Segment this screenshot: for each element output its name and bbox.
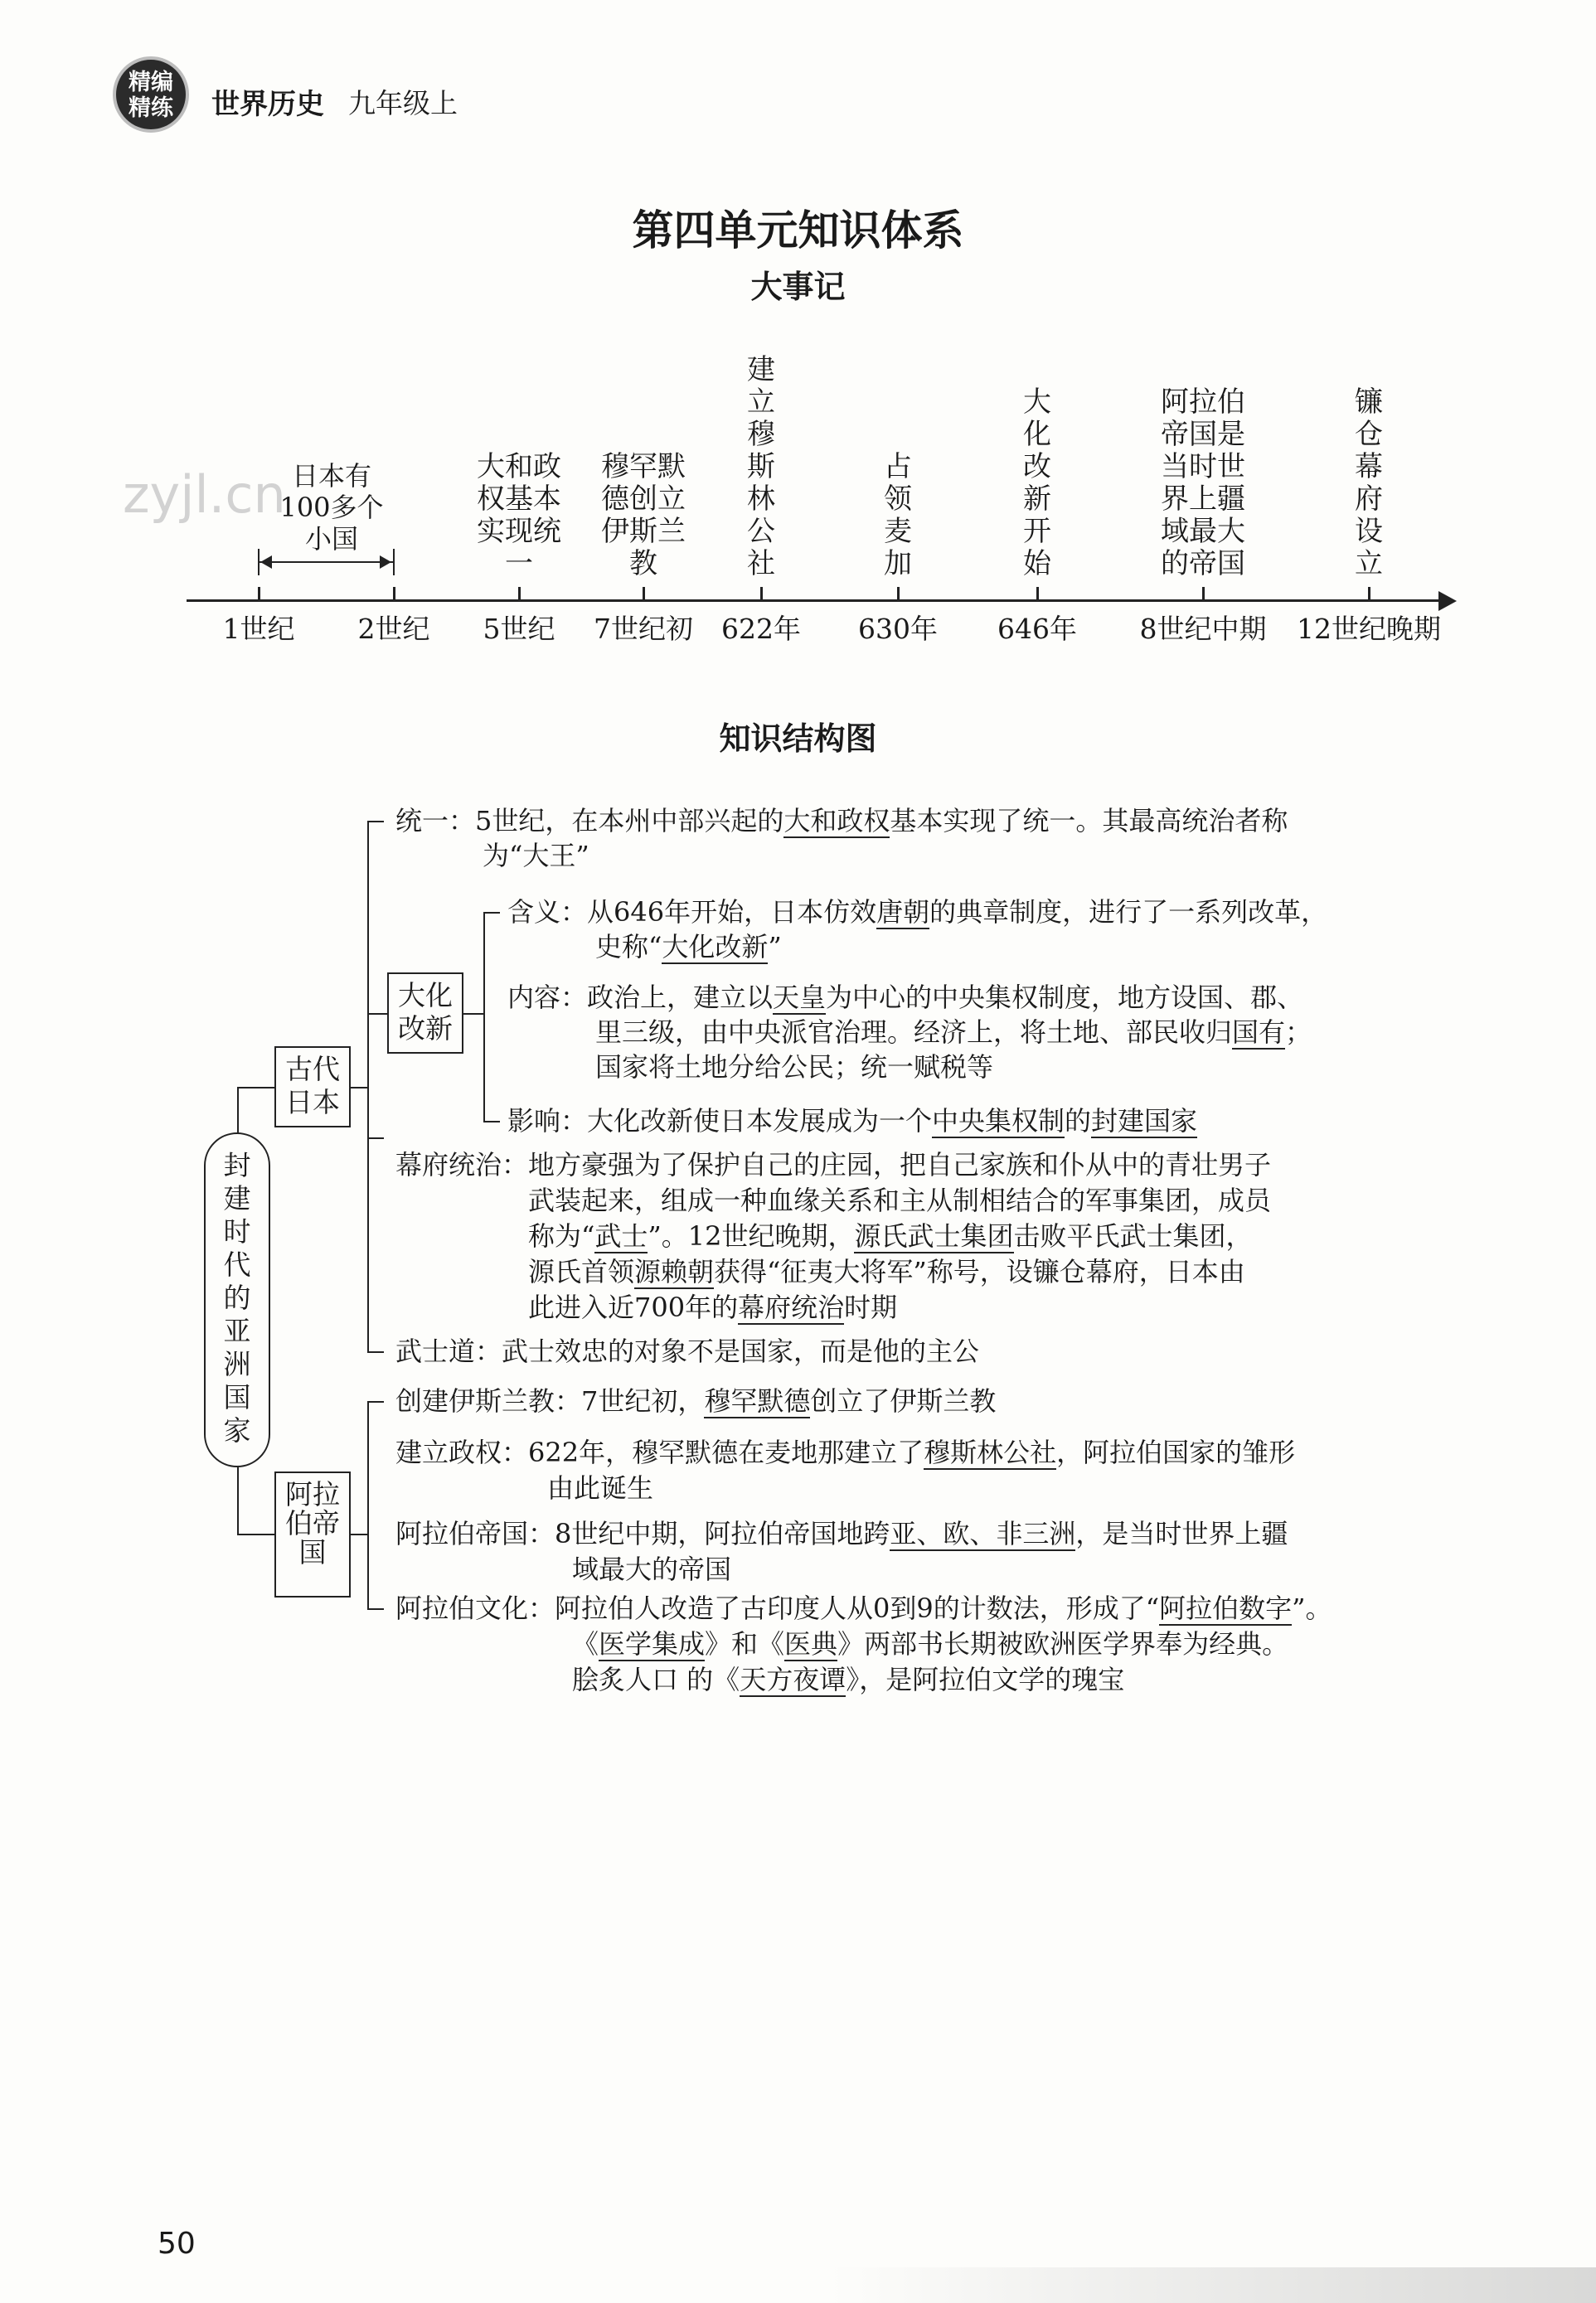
connector (237, 1087, 239, 1133)
taika-topic-box (387, 972, 463, 1054)
taika-meaning-line: 史称“大化改新” (595, 931, 782, 962)
bushido-line: 武士道：武士效忠的对象不是国家，而是他的主公 (395, 1336, 980, 1367)
timeline-tick-label: 7世纪初 (594, 613, 693, 645)
timeline-tick (643, 587, 645, 601)
timeline-axis (187, 599, 1451, 602)
taika-meaning-line: 含义：从646年开始，日本仿效唐朝的典章制度，进行了一系列改革， (507, 896, 1328, 928)
arrow-right-icon (380, 555, 391, 569)
connector (463, 1013, 483, 1015)
timeline-span-bar (259, 561, 393, 563)
series-logo (113, 56, 189, 133)
timeline-event: 占领麦加 (884, 450, 912, 580)
connector (367, 821, 384, 822)
taika-content-line: 内容：政治上，建立以天皇为中心的中央集权制度，地方设国、郡、 (507, 982, 1304, 1013)
arrow-left-icon (260, 555, 272, 569)
timeline-tick (1202, 587, 1205, 601)
connector (367, 1013, 387, 1015)
timeline-span-cap (393, 549, 395, 575)
regime-line: 由此诞生 (547, 1472, 654, 1504)
culture-line: 阿拉伯文化：阿拉伯人改造了古印度人从0到9的计数法，形成了“阿拉伯数字”。 (395, 1593, 1332, 1624)
connector (237, 1467, 239, 1535)
taika-content-line: 国家将土地分给公民；统一赋税等 (595, 1051, 994, 1083)
taika-impact-line: 影响：大化改新使日本发展成为一个中央集权制的封建国家 (507, 1105, 1198, 1137)
shogunate-line: 源氏首领源赖朝获得“征夷大将军”称号，设镰仓幕府，日本由 (528, 1256, 1245, 1287)
shogunate-line: 武装起来，组成一种血缘关系和主从制相结合的军事集团，成员 (528, 1185, 1272, 1216)
culture-line: 脍炙人口 的《天方夜谭》，是阿拉伯文学的瑰宝 (572, 1664, 1125, 1695)
timeline-span-note: 日本有100多个小国 (279, 460, 384, 555)
timeline-tick-label: 1世纪 (222, 613, 295, 645)
page-edge-shadow (829, 2267, 1596, 2303)
timeline-tick-label: 12世纪晚期 (1297, 613, 1441, 645)
connector (483, 912, 500, 914)
timeline-span-cap (258, 549, 260, 575)
empire-line: 阿拉伯帝国：8世纪中期，阿拉伯帝国地跨亚、欧、非三洲，是当时世界上疆 (395, 1518, 1288, 1549)
timeline-event: 大化改新开始 (1023, 385, 1051, 580)
timeline-tick (1368, 587, 1370, 601)
book-title: 世界历史 (211, 88, 324, 121)
timeline-tick-label: 630年 (858, 613, 938, 645)
connector (483, 1121, 500, 1122)
shogunate-line: 幕府统治：地方豪强为了保护自己的庄园，把自己家族和仆从中的青壮男子 (395, 1149, 1272, 1181)
timeline-tick (518, 587, 521, 601)
structure-title: 知识结构图 (719, 720, 877, 757)
timeline-event: 穆罕默德创立伊斯兰教 (601, 450, 686, 580)
timeline-tick-label: 5世纪 (483, 613, 555, 645)
bracket-japan (367, 821, 369, 1353)
unification-line: 统一：5世纪，在本州中部兴起的大和政权基本实现了统一。其最高统治者称 (395, 805, 1288, 836)
timeline-tick-label: 622年 (721, 613, 801, 645)
connector (351, 1087, 369, 1088)
timeline-tick (393, 587, 395, 601)
timeline-arrow-icon (1438, 591, 1457, 611)
timeline-event: 建立穆斯林公社 (747, 353, 775, 580)
connector (367, 1351, 384, 1353)
connector (237, 1534, 275, 1535)
root-topic-label: 封建时代的亚洲国家 (223, 1149, 251, 1447)
connector (367, 1137, 384, 1139)
timeline-tick-label: 2世纪 (357, 613, 430, 645)
events-title: 大事记 (750, 269, 846, 305)
culture-line: 《医学集成》和《医典》两部书长期被欧洲医学界奉为经典。 (572, 1628, 1289, 1660)
timeline-tick (1036, 587, 1039, 601)
root-topic-box (204, 1132, 270, 1467)
bracket-taika (483, 912, 485, 1122)
connector (351, 1534, 369, 1535)
japan-topic-box (274, 1046, 351, 1127)
arab-topic-label: 阿拉伯帝国 (285, 1478, 340, 1568)
unit-title: 第四单元知识体系 (632, 206, 964, 255)
bracket-arab (367, 1401, 369, 1610)
timeline-tick-label: 8世纪中期 (1139, 613, 1267, 645)
timeline-event: 镰仓幕府设立 (1355, 385, 1383, 580)
regime-line: 建立政权：622年，穆罕默德在麦地那建立了穆斯林公社，阿拉伯国家的雏形 (395, 1437, 1296, 1468)
timeline-tick-label: 646年 (997, 613, 1077, 645)
timeline-event: 阿拉伯帝国是当时世界上疆域最大的帝国 (1161, 385, 1245, 580)
connector (367, 1608, 384, 1610)
timeline-tick (760, 587, 763, 601)
logo-line-2: 精练 (129, 95, 173, 121)
timeline-tick (897, 587, 900, 601)
islam-line: 创建伊斯兰教：7世纪初，穆罕默德创立了伊斯兰教 (395, 1385, 997, 1417)
grade-label: 九年级上 (348, 87, 458, 119)
watermark: zyjl.cn (123, 464, 286, 525)
taika-content-line: 里三级，由中央派官治理。经济上，将土地、部民收归国有； (595, 1016, 1312, 1048)
japan-topic-label: 古代日本 (285, 1053, 340, 1118)
connector (367, 1401, 384, 1403)
empire-line: 域最大的帝国 (572, 1554, 732, 1585)
timeline-tick (258, 587, 260, 601)
page-number: 50 (158, 2227, 196, 2261)
shogunate-line: 此进入近700年的幕府统治时期 (528, 1292, 898, 1323)
shogunate-line: 称为“武士”。12世纪晚期，源氏武士集团击败平氏武士集团， (528, 1220, 1253, 1252)
unification-line: 为“大王” (483, 840, 589, 871)
taika-topic-label: 大化改新 (398, 979, 453, 1045)
logo-line-1: 精编 (129, 70, 173, 95)
timeline-event: 大和政权基本实现统一 (477, 450, 561, 580)
arab-topic-box (274, 1471, 351, 1598)
connector (237, 1087, 275, 1088)
